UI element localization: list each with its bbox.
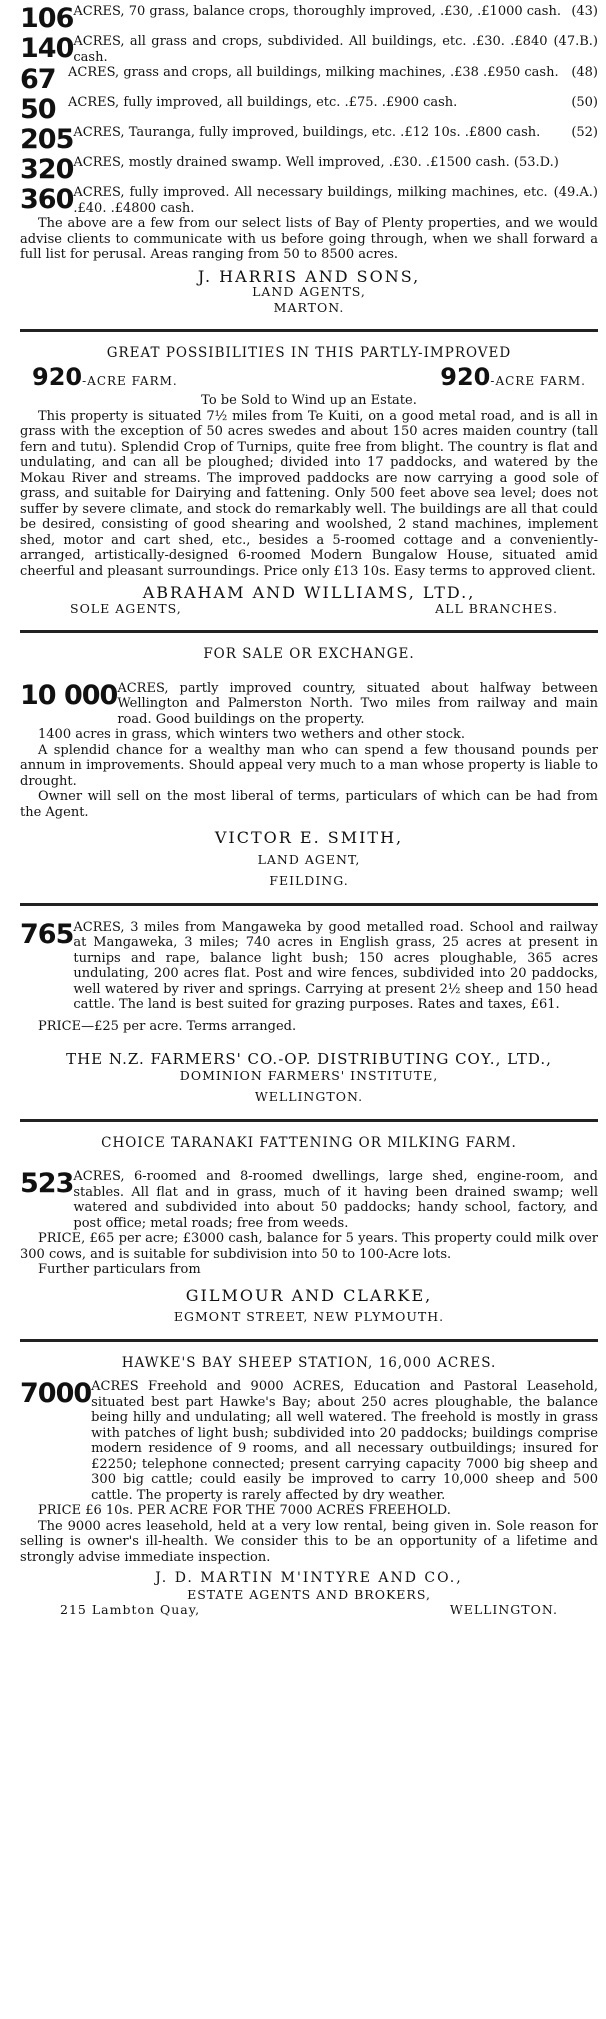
listing-acreage: 320 [20,154,74,185]
listing-acreage: 140 [20,33,74,64]
listing-acreage: 7000 [20,1378,92,1409]
agent-town: WELLINGTON. [254,1089,364,1104]
listing-text: ACRES, grass and crops, all buildings, milking machines, .£38 .£950 cash. [68,65,559,80]
farm-size-left: 920-ACRE FARM. [32,362,178,391]
newspaper-column [8,0,598,1618]
listing-acreage: 10 000 [20,679,118,711]
listing-acreage: 67 [20,64,56,95]
listing-acreage: 360 [20,184,74,215]
divider [20,630,598,633]
agent-town: MARTON. [273,299,345,315]
listing-acreage: 205 [20,124,74,155]
listing [20,65,598,95]
divider [20,1339,598,1342]
ad-body: This property is situated 7½ miles from Te Kuiti, on a good metal road, and is all in grass with the exception of 50 acres swedes and about 150 acres maiden country (tall fern and tutu). Splendid Crop of Turnips, quite free from blight. The country is flat and undulating, and can all be ploughed; divided into 17 paddocks, and watered by the Mokau River and streams. The improved paddocks are now carrying a good sole of grass, and suitable for Dairying and fattening. Only 500 feet above sea level; does not suffer by severe climate, and stock do remarkably well. The buildings are all that could be desired, consisting of good shearing and woolshed, 2 stand machines, implement shed, motor and cart shed, etc., besides a 5-roomed cottage and a conveniently-arranged, artistically-designed 6-roomed Modern Bungalow House, situated amid cheerful and pleasant surroundings. Price only £13 10s. Easy terms to approved client. [20,408,598,579]
ad-heading: CHOICE TARANAKI FATTENING OR MILKING FARM. [101,1134,517,1151]
ad-harris-and-sons [20,4,598,315]
listing [20,95,598,125]
listing-text: ACRES, 6-roomed and 8-roomed dwellings, large shed, engine-room, and stables. All flat and in grass, much of it having been drained swamp; well watered and subdivided into about 50 paddocks; handy school, factory, and post office; metal roads; free from weeds. [73,1169,598,1231]
agent-footer [60,1602,558,1618]
agent-footer [20,601,598,617]
agent-role: LAND AGENTS, [252,284,366,299]
divider [20,1119,598,1122]
ad-gilmour-clarke [20,1136,598,1325]
listing-text: ACRES, 3 miles from Mangaweka by good metalled road. School and railway at Mangaweka, 3 miles; 740 acres in English grass, 25 acres at present in turnips and rape, balance light bush; 150 acres ploughable, 365 acres undulating, 200 acres flat. Post and wire fences, subdivided into 20 paddocks, well watered by river and springs. Carrying at present 2½ sheep and 150 head cattle. The land is best suited for grazing purposes. Rates and taxes, £61. [73,919,598,1012]
listing-text: ACRES, fully improved. All necessary buildings, milking machines, etc. .£40. .£4800 cash. [73,185,548,216]
listing-ref: (48) [571,65,598,80]
ad-heading: FOR SALE OR EXCHANGE. [203,646,415,662]
price-line: PRICE—£25 per acre. Terms arranged. [38,1018,297,1034]
listing-ref: (52) [571,125,598,140]
listing-text: ACRES Freehold and 9000 ACRES, Education and Pastoral Leasehold, situated best part Hawke's Bay; about 250 acres ploughable, the balance being hilly and undulating; all well watered. The freehold is mostly in grass with patches of light bush; subdivided into 20 paddocks; buildings comprise modern residence of 9 rooms, and all necessary outbuildings; insured for £2250; telephone connected; present carrying capacity 7000 big sheep and 300 big cattle; could easily be improved to carry 10,000 sheep and 500 cattle. The property is rarely affected by dry weather. [91,1379,598,1503]
ad-victor-smith [20,647,598,889]
ad-subheading: To be Sold to Wind up an Estate. [201,393,417,408]
listing-text: ACRES, fully improved, all buildings, etc. .£75. .£900 cash. [68,95,458,110]
listing-text: ACRES, mostly drained swamp. Well improved, .£30. .£1500 cash. (53.D.) [73,155,559,170]
agent-name: GILMOUR AND CLARKE, [185,1285,433,1305]
listing [20,155,598,185]
ad-martin-mintyre [20,1356,598,1618]
listing-acreage: 106 [20,3,74,34]
agent-name: J. D. MARTIN M'INTYRE AND CO., [155,1570,463,1586]
listing [20,4,598,34]
listing-ref: (49.A.) [553,185,598,200]
agent-name: J. HARRIS AND SONS, [197,266,421,286]
price-line: PRICE, £65 per acre; £3000 cash, balance for 5 years. This property could milk over 300 cows, and is suitable for subdivision into 50 to 100-Acre lots. [20,1231,598,1262]
listing [20,125,598,155]
ad-heading: HAWKE'S BAY SHEEP STATION, 16,000 ACRES. [121,1354,497,1371]
listing [20,1379,598,1503]
listing-acreage: 523 [20,1168,74,1199]
ad-paragraph: Further particulars from [38,1262,201,1277]
ad-paragraph: The 9000 acres leasehold, held at a very low rental, being given in. Sole reason for selling is owner's ill-health. We consider this to be an opportunity of a lifetime and strongly advise immediate inspection. [20,1518,598,1565]
ad-paragraph: Owner will sell on the most liberal of terms, particulars of which can be had from the Agent. [20,789,598,820]
agent-name: ABRAHAM AND WILLIAMS, LTD., [142,583,476,602]
ad-paragraph: 1400 acres in grass, which winters two wethers and other stock. [38,727,466,742]
listing [20,34,598,65]
agent-address: EGMONT STREET, NEW PLYMOUTH. [173,1309,445,1324]
listing [20,681,598,728]
agent-role: ESTATE AGENTS AND BROKERS, [187,1586,431,1602]
listing [20,185,598,216]
divider [20,329,598,332]
listing-list [20,4,598,216]
farm-size-right: 920-ACRE FARM. [440,362,586,391]
agent-address: 215 Lambton Quay, [60,1602,201,1617]
agent-role: LAND AGENT, [257,851,361,867]
ad-heading: GREAT POSSIBILITIES IN THIS PARTLY-IMPROVED [106,345,512,361]
price-line: PRICE £6 10s. PER ACRE FOR THE 7000 ACRES FREEHOLD. [38,1503,451,1518]
ad-abraham-williams [20,346,598,616]
agent-branches: ALL BRANCHES. [435,600,558,616]
agent-town: FEILDING. [269,873,349,888]
agent-role: DOMINION FARMERS' INSTITUTE, [179,1067,439,1083]
listing-text: ACRES, 70 grass, balance crops, thoroughly improved, .£30, .£1000 cash. [73,4,561,19]
listing [20,920,598,1013]
agent-role: SOLE AGENTS, [70,600,182,616]
ad-body: The above are a few from our select lists of Bay of Plenty properties, and we would advise clients to communicate with us before going through, when we shall forward a full list for perusal. Areas ranging from 50 to 8500 acres. [20,216,598,262]
listing-text: ACRES, all grass and crops, subdivided. All buildings, etc. .£30. .£840 cash. [73,34,548,65]
ad-paragraph: A splendid chance for a wealthy man who can spend a few thousand pounds per annum in improvements. Should appeal very much to a man whose property is liable to drought. [20,742,598,789]
listing-acreage: 765 [20,918,74,950]
agent-town: WELLINGTON. [449,1602,558,1617]
agent-name: VICTOR E. SMITH, [214,828,404,847]
listing-ref: (43) [571,4,598,19]
divider [20,903,598,906]
ad-nz-farmers-coop [20,920,598,1105]
listing-text: ACRES, partly improved country, situated about halfway between Wellington and Palmerston North. Two miles from railway and main road. Good buildings on the property. [117,680,598,727]
listing-acreage: 50 [20,94,56,125]
farm-size-row [32,362,586,391]
listing [20,1169,598,1231]
listing-ref: (50) [571,95,598,110]
agent-name: THE N.Z. FARMERS' CO.-OP. DISTRIBUTING COY., LTD., [66,1050,552,1068]
listing-text: ACRES, Tauranga, fully improved, buildings, etc. .£12 10s. .£800 cash. [73,125,541,140]
listing-ref: (47.B.) [553,34,598,49]
